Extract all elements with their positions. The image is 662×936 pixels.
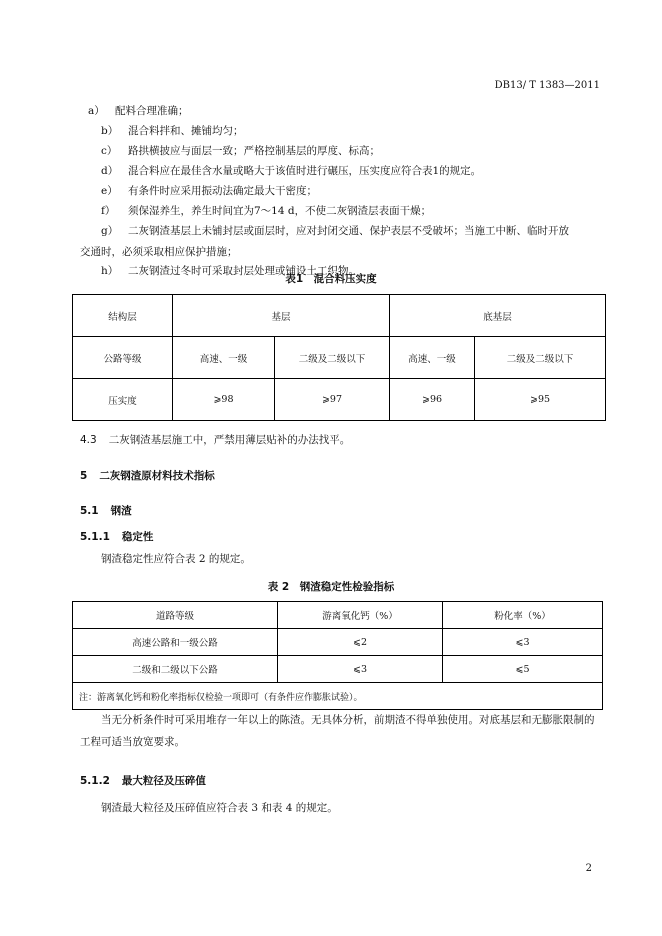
section-5-1-2-heading (80, 773, 206, 788)
table-cell: ⩽3 (278, 656, 443, 683)
list-label: d） (101, 165, 119, 177)
table-cell: 底基层 (390, 295, 606, 337)
table-row (73, 656, 603, 683)
list-item-e (101, 184, 317, 198)
list-label: b） (101, 125, 119, 137)
section-number: 4.3 (80, 434, 97, 446)
table-row (73, 683, 603, 710)
table-cell: 高速公路和一级公路 (73, 629, 278, 656)
table-cell: ⩾97 (275, 379, 390, 421)
table-row (73, 602, 603, 629)
table-cell: ⩾96 (390, 379, 475, 421)
list-label: e） (101, 185, 118, 197)
table-row (73, 337, 606, 379)
table-cell: 二级及二级以下 (275, 337, 390, 379)
table-row (73, 379, 606, 421)
section-title: 钢渣 (110, 505, 132, 517)
table-cell: 公路等级 (73, 337, 173, 379)
list-item-f (101, 204, 431, 218)
table1 (72, 294, 606, 421)
table-cell: 压实度 (73, 379, 173, 421)
table1-caption: 表1 混合料压实度 (285, 273, 377, 285)
list-label: h） (101, 265, 119, 277)
list-text: 须保湿养生，养生时间宜为7～14 d，不使二灰钢渣层表面干燥； (128, 205, 432, 217)
table2-caption: 表 2 钢渣稳定性检验指标 (267, 581, 395, 593)
table-cell: 结构层 (73, 295, 173, 337)
paragraph-5-1-1: 钢渣稳定性应符合表 2 的规定。 (101, 553, 251, 565)
section-number: 5.1.2 (80, 775, 110, 787)
table-cell: 二级和二级以下公路 (73, 656, 278, 683)
section-5-1-1-heading (80, 529, 153, 544)
section-4-3 (80, 432, 350, 447)
table-header-cell: 游离氧化钙（%） (278, 602, 443, 629)
table-row (73, 629, 603, 656)
list-text: 混合料应在最佳含水量或略大于该值时进行碾压，压实度应符合表1的规定。 (128, 165, 482, 177)
table-cell: ⩾95 (475, 379, 606, 421)
list-text: 二灰钢渣过冬时可采取封层处理或铺设土工织物。 (128, 265, 359, 277)
section-number: 5.1 (80, 505, 99, 517)
list-item-g (101, 224, 569, 238)
list-label: a） (88, 105, 105, 117)
list-item-c (101, 144, 380, 158)
table-cell: 二级及二级以下 (475, 337, 606, 379)
table-cell: 高速、一级 (173, 337, 275, 379)
table-header-cell: 道路等级 (73, 602, 278, 629)
section-5-1-heading (80, 503, 132, 518)
section-number: 5.1.1 (80, 531, 110, 543)
section-number: 5 (80, 470, 88, 482)
list-item-a (88, 104, 189, 118)
list-text: 路拱横披应与面层一致；严格控制基层的厚度、标高； (128, 145, 380, 157)
table-row (73, 295, 606, 337)
list-text: 配料合理准确； (115, 105, 189, 117)
paragraph-chen-zha: 当无分析条件时可采用堆存一年以上的陈渣。无具体分析，前期渣不得单独使用。对底基层和无膨胀限制的工程可适当放宽要求。 (80, 714, 595, 748)
list-text: 二灰钢渣基层上未铺封层或面层时，应对封闭交通、保护表层不受破坏；当施工中断、临时开放 (128, 225, 569, 237)
section-text: 二灰钢渣基层施工中，严禁用薄层贴补的办法找平。 (108, 434, 351, 446)
list-item-g-continuation: 交通时，必须采取相应保护措施； (80, 246, 238, 258)
list-text: 混合料拌和、摊铺均匀； (128, 125, 244, 137)
list-label: g） (101, 225, 119, 237)
list-item-d (101, 164, 481, 178)
section-title: 稳定性 (121, 531, 154, 543)
table-note: 注：游离氧化钙和粉化率指标仅检验一项即可（有条件应作膨胀试验）。 (73, 683, 603, 710)
table-cell: ⩽5 (443, 656, 603, 683)
list-text: 有条件时应采用振动法确定最大干密度； (128, 185, 317, 197)
table2 (72, 601, 603, 710)
table-cell: ⩾98 (173, 379, 275, 421)
section-title: 最大粒径及压碎值 (121, 775, 206, 787)
page-number: 2 (585, 863, 592, 874)
table-cell: ⩽3 (443, 629, 603, 656)
list-item-b (101, 124, 244, 138)
standard-number: DB13/ T 1383—2011 (494, 80, 600, 91)
table-cell: ⩽2 (278, 629, 443, 656)
paragraph-5-1-2: 钢渣最大粒径及压碎值应符合表 3 和表 4 的规定。 (101, 802, 338, 814)
list-label: f） (101, 205, 116, 217)
table-cell: 高速、一级 (390, 337, 475, 379)
section-title: 二灰钢渣原材料技术指标 (99, 470, 215, 482)
table-cell: 基层 (173, 295, 390, 337)
section-5-heading (80, 468, 215, 483)
list-label: c） (101, 145, 118, 157)
table-header-cell: 粉化率（%） (443, 602, 603, 629)
